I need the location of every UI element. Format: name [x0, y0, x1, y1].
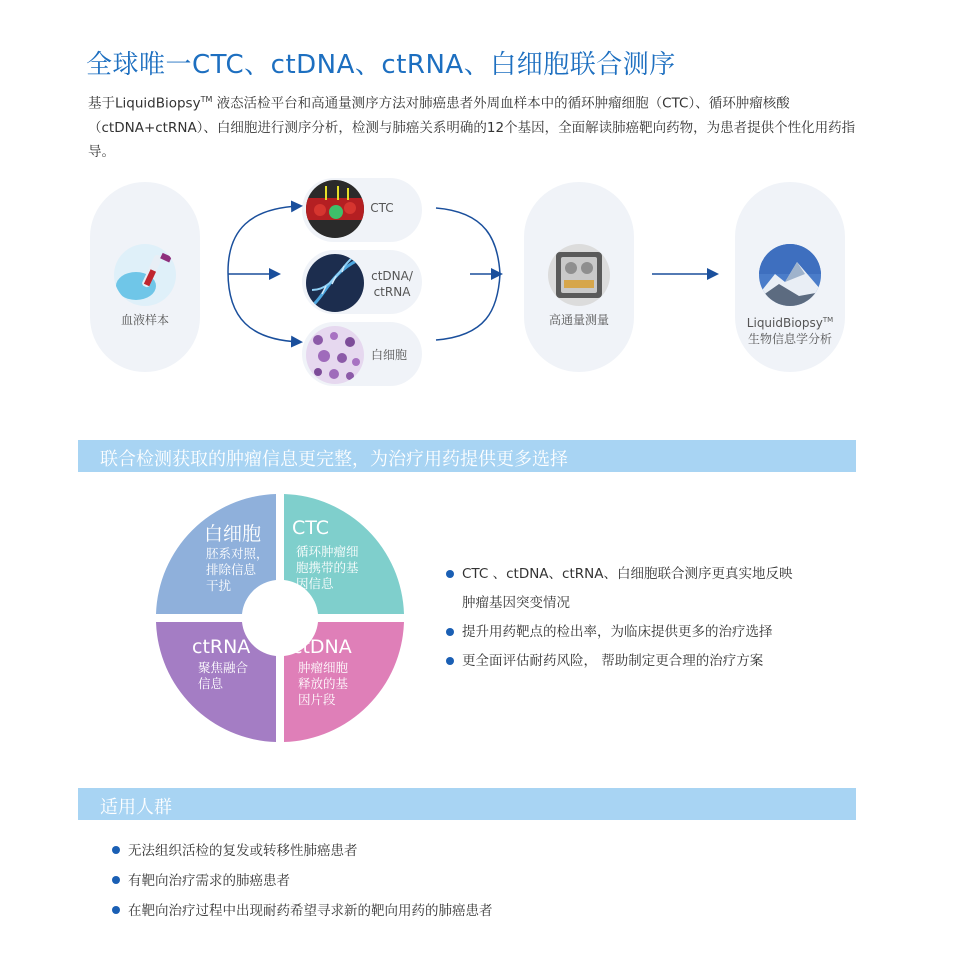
- benefit-item: 提升用药靶点的检出率，为临床提供更多的治疗选择: [444, 618, 864, 647]
- section-title-combined: 联合检测获取的肿瘤信息更完整，为治疗用药提供更多选择: [100, 449, 568, 470]
- quadrant-ctrna-title: ctRNA: [192, 636, 251, 658]
- quadrant-wbc-title: 白细胞: [204, 523, 262, 545]
- benefit-item: CTC 、ctDNA、ctRNA、白细胞联合测序更真实地反映: [444, 560, 864, 589]
- flow-arrows: [0, 0, 960, 420]
- sequencer-image: [548, 244, 610, 306]
- quadrant-wbc-text: [206, 546, 269, 594]
- arrow-to-wbc: [228, 272, 300, 342]
- intro-text-start: 基于LiquidBiopsy: [88, 95, 201, 112]
- white-cell-image: [306, 326, 364, 384]
- quadrant-ctdna-title: ctDNA: [292, 636, 352, 658]
- benefits-list: [444, 560, 864, 676]
- arrow-to-ctc: [228, 206, 300, 272]
- bio-label-tm: TM: [822, 316, 834, 324]
- benefit-item-continuation: 肿瘤基因突变情况: [462, 595, 570, 611]
- ctdna-text-line1: 肿瘤细胞: [298, 660, 349, 675]
- wbc-text-line3: 干扰: [206, 578, 232, 593]
- quadrant-ctc-text: [296, 544, 359, 592]
- ctc-label: CTC: [370, 201, 394, 215]
- arrow-from-wbc: [436, 274, 500, 340]
- arrow-from-ctc: [436, 208, 500, 274]
- ctrna-text-line1: 聚焦融合: [198, 660, 249, 675]
- wbc-text-line2: 排除信息: [206, 562, 257, 577]
- population-item: 有靶向治疗需求的肺癌患者: [110, 866, 493, 896]
- quadrant-ctc-title: CTC: [292, 517, 330, 539]
- dna-helix-image: [306, 254, 364, 312]
- population-item: 在靶向治疗过程中出现耐药希望寻求新的靶向用药的肺癌患者: [110, 896, 493, 926]
- intro-text-rest: 液态活检平台和高通量测序方法对肺癌患者外周血样本中的循环肿瘤细胞（CTC）、循环肿瘤核酸（ctDNA+ctRNA）、白细胞进行测序分析，检测与肺癌关系明确的12个基因，全面解读肺癌靶向药物，为患者提供个性化用药指导。: [88, 95, 856, 160]
- trademark-mark: TM: [200, 95, 213, 104]
- ctdna-label-line2: ctRNA: [373, 285, 411, 299]
- section-header-population: [78, 788, 856, 820]
- ctc-text-line3: 因信息: [296, 576, 334, 591]
- wbc-label: 白细胞: [370, 348, 407, 362]
- population-item: 无法组织活检的复发或转移性肺癌患者: [110, 836, 493, 866]
- quadrant-diagram: [150, 488, 410, 748]
- ctc-text-line1: 循环肿瘤细: [296, 544, 359, 559]
- bio-label-line1: [735, 312, 845, 331]
- ctdna-text-line3: 因片段: [298, 692, 336, 707]
- quadrant-ctrna-text: [198, 660, 248, 692]
- bio-label-brand: LiquidBiopsy: [746, 316, 823, 330]
- section-header-combined: [78, 440, 856, 472]
- page-title: 全球唯一CTC、ctDNA、ctRNA、白细胞联合测序: [86, 50, 676, 80]
- sequencing-label: 高通量测量: [548, 313, 609, 327]
- mountain-image: [759, 244, 821, 306]
- wbc-text-line1: 胚系对照，: [206, 546, 269, 561]
- ctdna-label-line1: ctDNA/: [371, 269, 413, 283]
- blood-tube-image: [114, 244, 176, 306]
- ctc-text-line2: 胞携带的基: [296, 560, 359, 575]
- bioinformatics-label: [735, 312, 845, 347]
- ctdna-label: [364, 268, 420, 300]
- population-list: [110, 836, 493, 926]
- blood-sample-label: 血液样本: [120, 313, 169, 327]
- quadrant-ctdna-text: [298, 660, 348, 708]
- ctrna-text-line2: 信息: [198, 676, 224, 691]
- ctc-image: [306, 180, 364, 238]
- bio-label-line2: 生物信息学分析: [747, 332, 832, 346]
- section-title-population: 适用人群: [100, 797, 172, 818]
- benefit-item: 更全面评估耐药风险， 帮助制定更合理的治疗方案: [444, 647, 864, 676]
- ctdna-text-line2: 释放的基: [298, 676, 349, 691]
